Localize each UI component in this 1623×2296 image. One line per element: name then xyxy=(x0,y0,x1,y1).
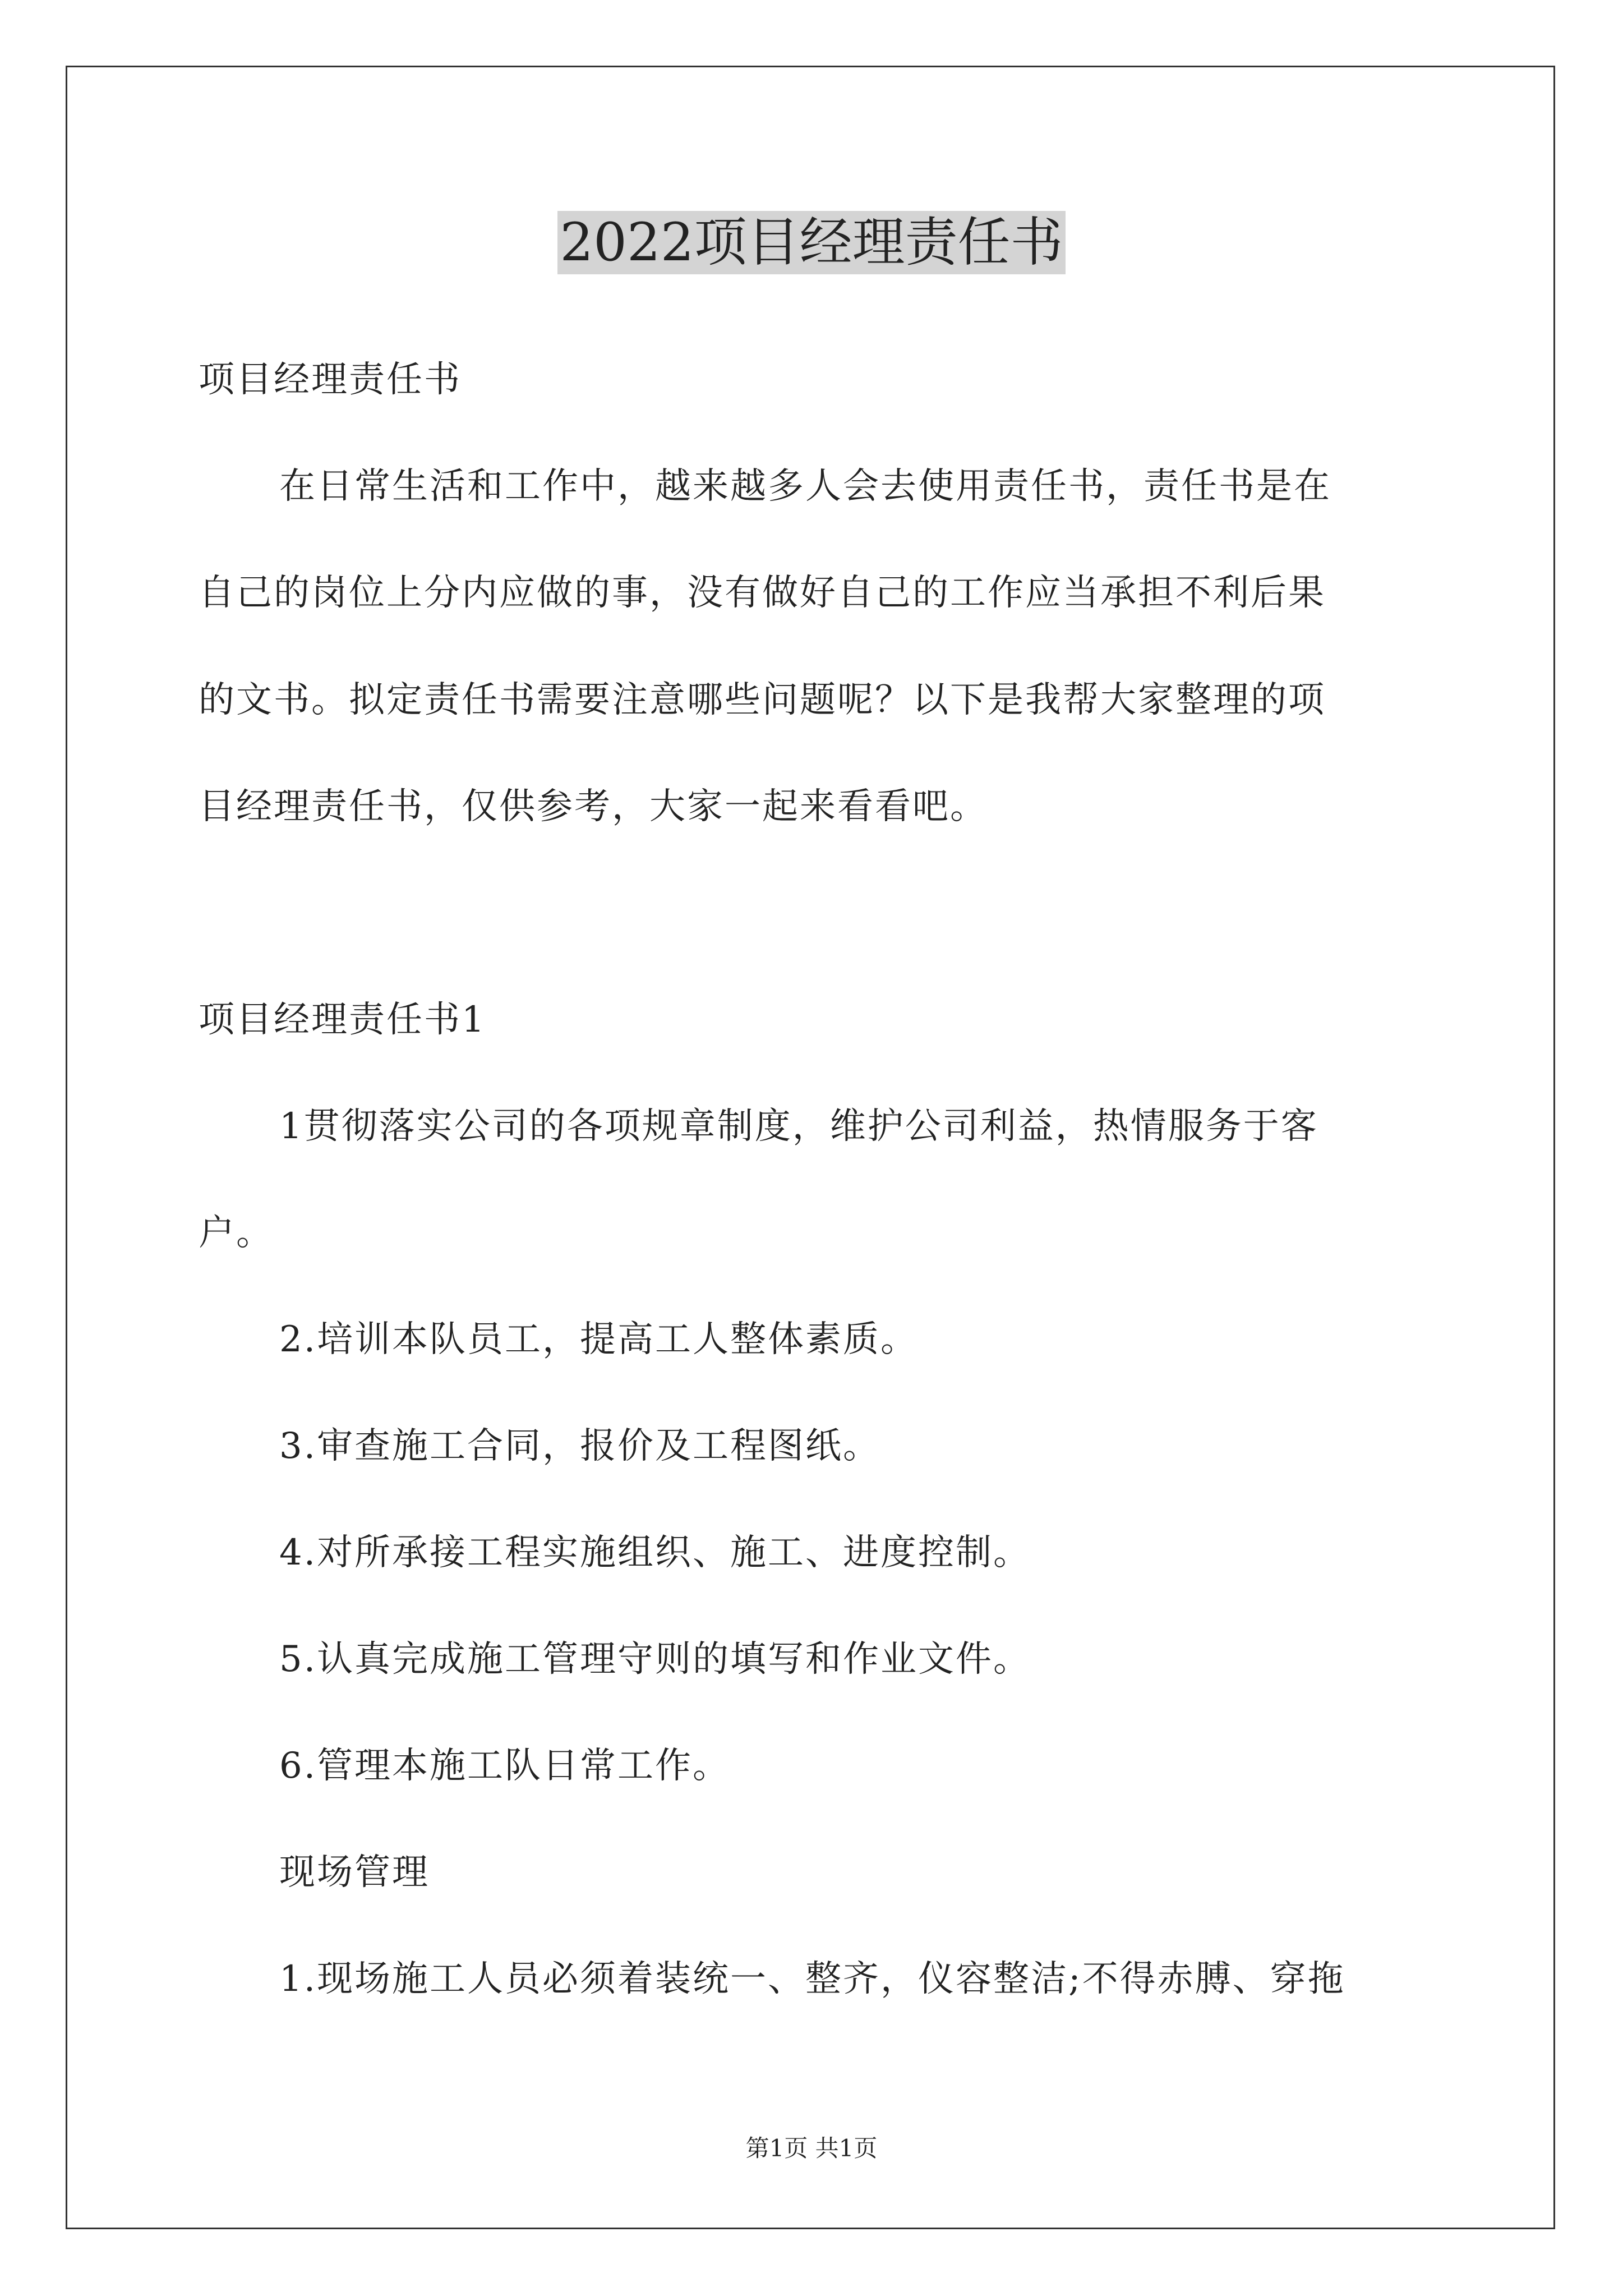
site-item-1: 1.现场施工人员必须着装统一、整齐，仪容整洁;不得赤膊、穿拖 xyxy=(279,1958,1345,2000)
item-1-line-1: 1贯彻落实公司的各项规章制度，维护公司利益，热情服务于客 xyxy=(279,1106,1318,1147)
item-5: 5.认真完成施工管理守则的填写和作业文件。 xyxy=(279,1639,1031,1680)
subsection-heading: 现场管理 xyxy=(279,1852,430,1893)
intro-line-1: 在日常生活和工作中，越来越多人会去使用责任书，责任书是在 xyxy=(279,466,1331,507)
document-title-text: 2022项目经理责任书 xyxy=(557,211,1065,274)
intro-line-2: 自己的岗位上分内应做的事，没有做好自己的工作应当承担不利后果 xyxy=(199,572,1326,614)
document-title xyxy=(0,206,1623,279)
intro-line-3: 的文书。拟定责任书需要注意哪些问题呢？以下是我帮大家整理的项 xyxy=(199,679,1326,721)
section-heading: 项目经理责任书1 xyxy=(199,999,486,1041)
intro-line-4: 目经理责任书，仅供参考，大家一起来看看吧。 xyxy=(199,786,988,827)
document-subtitle: 项目经理责任书 xyxy=(199,359,462,401)
page-footer: 第1页 共1页 xyxy=(745,2134,878,2162)
item-4: 4.对所承接工程实施组织、施工、进度控制。 xyxy=(279,1532,1031,1573)
item-2: 2.培训本队员工，提高工人整体素质。 xyxy=(279,1319,919,1360)
item-3: 3.审查施工合同，报价及工程图纸。 xyxy=(279,1425,881,1467)
item-6: 6.管理本施工队日常工作。 xyxy=(279,1745,731,1787)
item-1-line-2: 户。 xyxy=(199,1212,274,1254)
